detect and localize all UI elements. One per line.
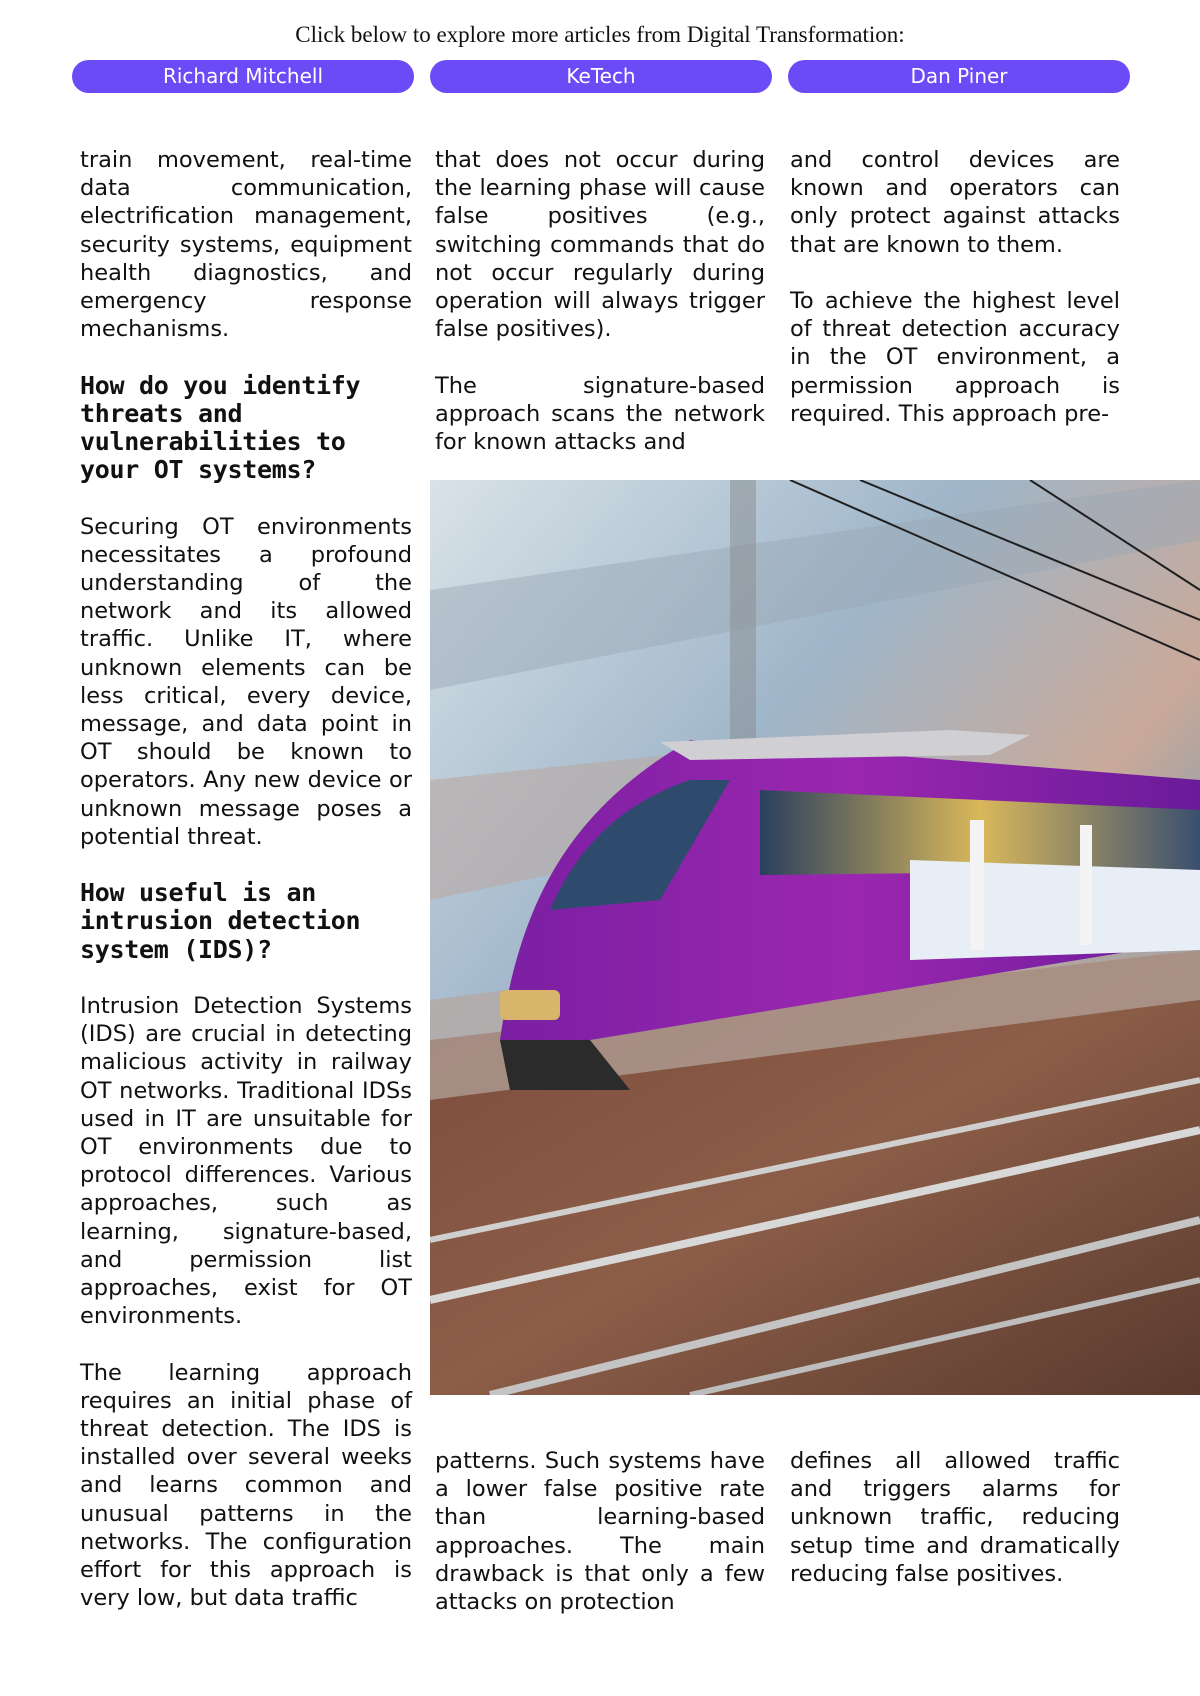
explore-articles-title: Click below to explore more articles from Digital Transformation: [295,22,905,47]
train-photo [430,480,1200,1395]
article-column-1 [80,146,412,1612]
paragraph-permission-approach: To achieve the highest level of threat detection accuracy in the OT environment, a permission approach is required. This approach pre- [790,288,1120,427]
related-article-link-ketech[interactable]: KeTech [430,60,772,93]
paragraph-ids: Intrusion Detection Systems (IDS) are crucial in detecting malicious activity in railway OT networks. Traditional IDSs used in IT are unsuitable for OT environments due to protocol differences. Various approaches, such as learning, signature-based, and permission list approaches, exist for OT environments. [80,993,412,1330]
paragraph-intro: train movement, real-time data communication, electrification management, security systems, equipment health diagnostics, and emergency response mechanisms. [80,147,412,343]
paragraph-learning-approach: The learning approach requires an initial phase of threat detection. The IDS is installed over several weeks and learns common and unusual patterns in the networks. The configuration effort for this approach is very low, but data traffic [80,1359,412,1612]
article-column-2-top [435,146,765,456]
paragraph-signature-patterns: patterns. Such systems have a lower false positive rate than learning-based approaches. The main drawback is that only a few attacks on protection [435,1448,765,1616]
related-article-link-dan-piner[interactable]: Dan Piner [788,60,1130,93]
paragraph-permission-defines: defines all allowed traffic and triggers alarms for unknown traffic, reducing setup time and dramatically reducing false positives. [790,1448,1120,1587]
article-column-3-top [790,146,1120,428]
related-article-link-richard-mitchell[interactable]: Richard Mitchell [72,60,414,93]
paragraph-securing-ot: Securing OT environments necessitates a profound understanding of the network and its allowed traffic. Unlike IT, where unknown elements can be less critical, every device, message, and data point in OT should be known to operators. Any new device or unknown message poses a potential threat. [80,513,412,850]
paragraph-control-devices: and control devices are known and operators can only protect against attacks that are known to them. [790,147,1120,258]
article-column-3-bottom [790,1447,1120,1588]
heading-threats: How do you identify threats and vulnerabilities to your OT systems? [80,370,361,485]
article-column-2-bottom [435,1447,765,1616]
paragraph-signature-based: The signature-based approach scans the network for known attacks and [435,372,765,456]
heading-ids: How useful is an intrusion detection system (IDS)? [80,878,361,964]
paragraph-false-positives: that does not occur during the learning phase will cause false positives (e.g., switching commands that do not occur regularly during operation will always trigger false positives). [435,147,765,343]
